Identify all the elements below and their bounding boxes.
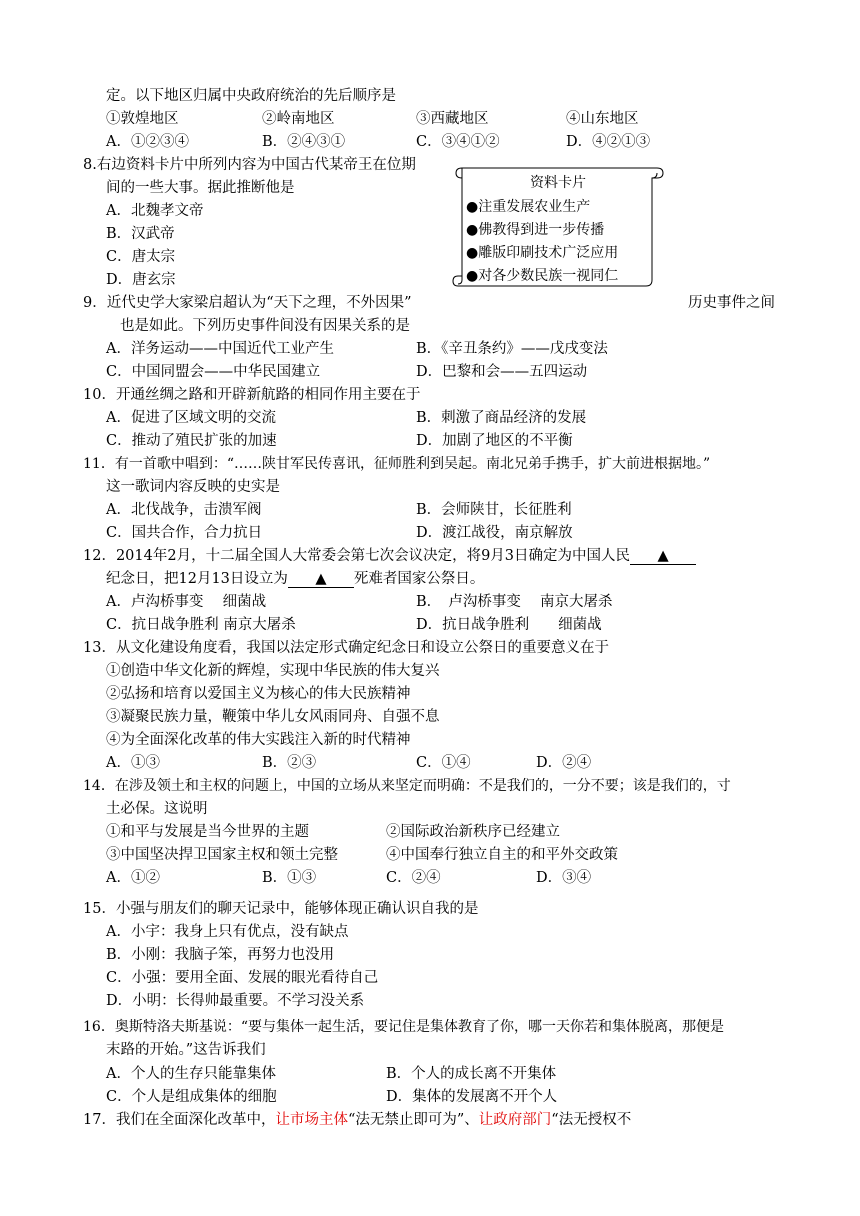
- q10-stem: 10．开通丝绸之路和开辟新航路的相同作用主要在于: [83, 387, 421, 403]
- q11-stem-1: 11．有一首歌中唱到：“……陕甘军民传喜讯，征师胜利到吴起。南北兄弟手携手，扩大前进根据地。”: [83, 456, 711, 472]
- q9-stem-1b: 历史事件之间: [688, 295, 775, 311]
- q9-option-b: B．《辛丑条约》——戊戌变法: [416, 341, 608, 357]
- q17-text-3: “法无授权不: [551, 1112, 632, 1128]
- q12-option-b: B． 卢沟桥事变 南京大屠杀: [416, 594, 613, 610]
- q7-item-3: ③西藏地区: [416, 111, 489, 127]
- q17-text-2: “法无禁止即可为”、: [347, 1112, 479, 1128]
- card-item: ●佛教得到进一步传播: [466, 222, 605, 238]
- q7-item-1: ①敦煌地区: [106, 111, 179, 127]
- q14-option-d: D．③④: [536, 870, 592, 886]
- q11-option-a: A．北伐战争，击溃军阀: [106, 502, 262, 518]
- q17-highlight-1: 让市场主体: [275, 1112, 348, 1128]
- q7-option-a: A．①②③④: [106, 134, 189, 150]
- q14-item-3: ③中国坚决捍卫国家主权和领土完整: [106, 847, 338, 863]
- q13-option-b: B．②③: [262, 755, 317, 771]
- q8-option-b: B．汉武帝: [106, 226, 175, 242]
- q14-option-b: B．①③: [262, 870, 317, 886]
- q9-option-d: D．巴黎和会——五四运动: [416, 364, 588, 380]
- q10-option-a: A．促进了区域文明的交流: [106, 410, 276, 426]
- card-title: 资料卡片: [530, 175, 586, 191]
- card-item: ●注重发展农业生产: [466, 199, 591, 215]
- q9-option-c: C．中国同盟会——中华民国建立: [106, 364, 321, 380]
- q13-item-2: ②弘扬和培育以爱国主义为核心的伟大民族精神: [106, 686, 411, 702]
- answer-blank: ▲: [630, 548, 696, 565]
- card-item: ●对各少数民族一视同仁: [466, 268, 619, 284]
- q7-stem-tail: 定。以下地区归属中央政府统治的先后顺序是: [106, 88, 396, 104]
- q15-stem: 15．小强与朋友们的聊天记录中，能够体现正确认识自我的是: [83, 901, 479, 917]
- q7-item-4: ④山东地区: [566, 111, 639, 127]
- q12-stem-2a: 纪念日，把12月13日设立为: [106, 571, 288, 587]
- q16-stem-1: 16．奥斯特洛夫斯基说：“要与集体一起生活，要记住是集体教育了你，哪一天你若和集体脱离，那便是: [83, 1019, 724, 1035]
- q12-option-a: A．卢沟桥事变 细菌战: [106, 594, 267, 610]
- q15-option-d: D．小明：长得帅最重要。不学习没关系: [106, 993, 365, 1009]
- q12-stem-2: [106, 569, 484, 589]
- q11-option-d: D．渡江战役，南京解放: [416, 525, 573, 541]
- answer-blank: ▲: [288, 571, 354, 588]
- q7-item-2: ②岭南地区: [262, 111, 335, 127]
- q16-stem-2: 末路的开始。”这告诉我们: [106, 1042, 266, 1058]
- q13-option-a: A．①③: [106, 755, 160, 771]
- q13-option-d: D．②④: [536, 755, 592, 771]
- q15-option-a: A．小宇：我身上只有优点，没有缺点: [106, 924, 349, 940]
- q16-option-b: B．个人的成长离不开集体: [386, 1066, 557, 1082]
- q9-stem-2: 也是如此。下列历史事件间没有因果关系的是: [120, 318, 410, 334]
- q17-highlight-2: 让政府部门: [478, 1112, 552, 1128]
- q12-stem-1: [83, 546, 696, 566]
- q14-item-2: ②国际政治新秩序已经建立: [386, 824, 560, 840]
- q14-option-a: A．①②: [106, 870, 160, 886]
- q16-option-c: C．个人是组成集体的细胞: [106, 1089, 277, 1105]
- q15-option-c: C．小强：要用全面、发展的眼光看待自己: [106, 970, 379, 986]
- q9-option-a: A．洋务运动——中国近代工业产生: [106, 341, 334, 357]
- q11-option-c: C．国共合作，合力抗日: [106, 525, 263, 541]
- q11-stem-2: 这一歌词内容反映的史实是: [106, 479, 280, 495]
- q13-item-4: ④为全面深化改革的伟大实践注入新的时代精神: [106, 732, 411, 748]
- data-card: [452, 162, 664, 288]
- q13-item-1: ①创造中华文化新的辉煌，实现中华民族的伟大复兴: [106, 663, 440, 679]
- q14-item-1: ①和平与发展是当今世界的主题: [106, 824, 309, 840]
- q12-stem-1-text: 12．2014年2月，十二届全国人大常委会第七次会议决定，将9月3日确定为中国人民: [83, 548, 631, 564]
- q10-option-c: C．推动了殖民扩张的加速: [106, 433, 277, 449]
- q14-item-4: ④中国奉行独立自主的和平外交政策: [386, 847, 618, 863]
- q13-stem: 13．从文化建设角度看，我国以法定形式确定纪念日和设立公祭日的重要意义在于: [83, 640, 609, 656]
- q11-option-b: B．会师陕甘，长征胜利: [416, 502, 572, 518]
- q12-option-d: D．抗日战争胜利 细菌战: [416, 617, 602, 633]
- q10-option-d: D．加剧了地区的不平衡: [416, 433, 573, 449]
- q8-option-c: C．唐太宗: [106, 249, 176, 265]
- q12-stem-2b: 死难者国家公祭日。: [353, 571, 485, 587]
- q7-option-c: C．③④①②: [416, 134, 500, 150]
- q17-stem: [83, 1110, 631, 1130]
- q14-stem-1: 14．在涉及领土和主权的问题上，中国的立场从来坚定而明确：不是我们的，一分不要；该是我们的，寸: [83, 778, 731, 794]
- q17-text-1: 17．我们在全面深化改革中，: [83, 1112, 276, 1128]
- q12-option-c: C．抗日战争胜利 南京大屠杀: [106, 617, 296, 633]
- q8-stem-1: 8.右边资料卡片中所列内容为中国古代某帝王在位期: [83, 157, 416, 173]
- q10-option-b: B．刺激了商品经济的发展: [416, 410, 587, 426]
- q8-stem-2: 间的一些大事。据此推断他是: [106, 180, 295, 196]
- card-item: ●雕版印刷技术广泛应用: [466, 245, 619, 261]
- q7-option-b: B．②④③①: [262, 134, 346, 150]
- q13-option-c: C．①④: [416, 755, 471, 771]
- q7-option-d: D．④②①③: [566, 134, 651, 150]
- q14-option-c: C．②④: [386, 870, 441, 886]
- q15-option-b: B．小刚：我脑子笨，再努力也没用: [106, 947, 335, 963]
- q14-stem-2: 土必保。这说明: [106, 801, 208, 817]
- q16-option-d: D．集体的发展离不开个人: [386, 1089, 558, 1105]
- q8-option-a: A．北魏孝文帝: [106, 203, 204, 219]
- q16-option-a: A．个人的生存只能靠集体: [106, 1066, 276, 1082]
- q13-item-3: ③凝聚民族力量，鞭策中华儿女风雨同舟、自强不息: [106, 709, 440, 725]
- q9-stem-1a: 9．近代史学大家梁启超认为“天下之理，不外因果”: [83, 295, 412, 311]
- q8-option-d: D．唐玄宗: [106, 272, 176, 288]
